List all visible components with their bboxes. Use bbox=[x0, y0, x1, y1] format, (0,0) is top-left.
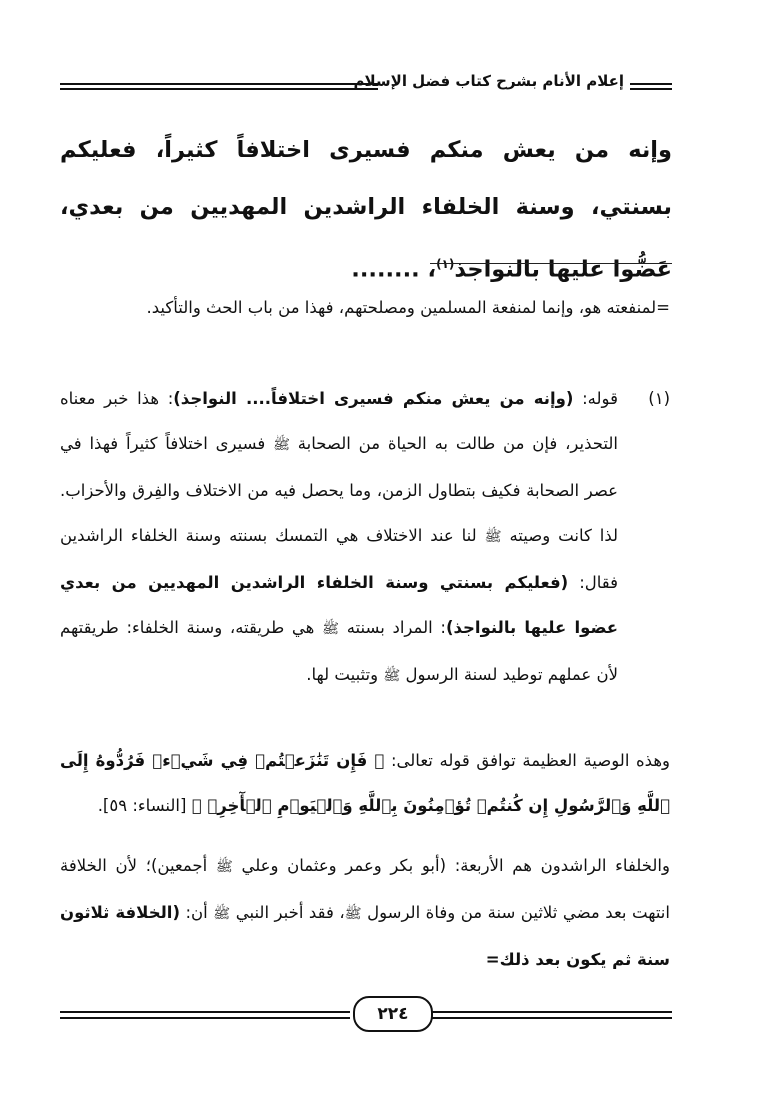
footnote-text: : هذا خبر معناه التحذير، فإن من طالت به الحياة من الصحابة bbox=[60, 389, 618, 453]
honorific-icon: ﷺ bbox=[322, 621, 339, 637]
footnote-text: وتثبيت لها. bbox=[306, 665, 379, 684]
honorific-icon: ﷺ bbox=[383, 668, 401, 684]
footnote-1-body bbox=[60, 376, 618, 699]
hadith-quote: (وإنه من يعش منكم فسيرى اختلافاً.... النواجذ) bbox=[173, 389, 574, 408]
footnote-separator bbox=[430, 263, 672, 264]
footnote-text: والخلفاء الراشدون هم الأربعة: (أبو بكر وعمر وعثمان وعلي bbox=[241, 856, 670, 875]
footnote-continuation: =لمنفعته هو، وإنما لمنفعة المسلمين ومصلحتهم، فهذا من باب الحث والتأكيد. bbox=[146, 298, 670, 317]
footnote-text: ، فقد أخبر النبي bbox=[235, 903, 345, 922]
footnote-text: أجمعين)؛ لأن الخلافة انتهت بعد مضي ثلاثين سنة من وفاة الرسول bbox=[60, 856, 670, 922]
main-text-body: وإنه من يعش منكم فسيرى اختلافاً كثيراً، فعليكم بسنتي، وسنة الخلفاء الراشدين المهديين من بعدي، عَضُّوا عليها بالنواجذ bbox=[60, 137, 672, 283]
footnote-paragraph-caliphs bbox=[60, 843, 670, 982]
footnote-paragraph-verse bbox=[60, 738, 670, 828]
honorific-icon: ﷺ bbox=[273, 437, 290, 453]
header-rule-right bbox=[630, 83, 672, 85]
hadith-quote: (فعليكم بسنتي وسنة الخلفاء الراشدين المهديين من بعدي عضوا عليها بالنواجذ) bbox=[60, 573, 618, 637]
hadith-quote: (الخلافة ثلاثون سنة ثم يكون بعد ذلك= bbox=[60, 903, 670, 969]
honorific-icon: ﷺ bbox=[213, 906, 231, 922]
footer-rule-right bbox=[432, 1011, 672, 1013]
footnote-text: هي طريقته، وسنة الخلفاء: طريقتهم لأن عملهم توطيد لسنة الرسول bbox=[60, 618, 618, 684]
verse-citation: [النساء: ٥٩]. bbox=[97, 796, 187, 815]
honorific-icon: ﷺ bbox=[215, 859, 233, 875]
footnote-text: لنا عند الاختلاف هي التمسك بسنته وسنة الخلفاء الراشدين فقال: bbox=[60, 526, 618, 592]
main-text-tail: ، ........ bbox=[351, 256, 437, 283]
honorific-icon: ﷺ bbox=[344, 906, 362, 922]
honorific-icon: ﷺ bbox=[484, 529, 502, 545]
footnote-1 bbox=[60, 376, 670, 699]
footnote-reference: (١) bbox=[436, 257, 455, 271]
footnote-text: أن: bbox=[185, 903, 208, 922]
footer-rule-left bbox=[60, 1011, 350, 1013]
footnote-text: وهذه الوصية العظيمة توافق قوله تعالى: bbox=[390, 751, 670, 770]
footnote-text: : المراد بسنته bbox=[346, 618, 446, 637]
footnote-number: (١) bbox=[648, 389, 670, 408]
footnote-lead: قوله: bbox=[582, 389, 618, 408]
header-rule-left bbox=[60, 83, 378, 85]
page-number: ٢٢٤ bbox=[353, 996, 433, 1032]
quran-verse: ﴿ فَإِن تَنَٰزَعۡتُمۡ فِي شَيۡءٖ فَرُدُّوهُ إِلَى ٱللَّهِ وَٱلرَّسُولِ إِن كُنتُمۡ تُؤۡمِنُونَ بِٱللَّهِ وَٱلۡيَوۡمِ ٱلۡأٓخِرِۚ ﴾ bbox=[60, 751, 670, 815]
main-text bbox=[60, 122, 672, 299]
running-header-title: إعلام الأنام بشرح كتاب فضل الإسلام bbox=[353, 72, 624, 90]
footnote-text: فسيرى اختلافاً كثيراً فهذا في عصر الصحابة فكيف بتطاول الزمن، وما يحصل فيه من الاختلاف والفِرق والأحزاب. لذا كانت وصيته bbox=[60, 434, 619, 545]
